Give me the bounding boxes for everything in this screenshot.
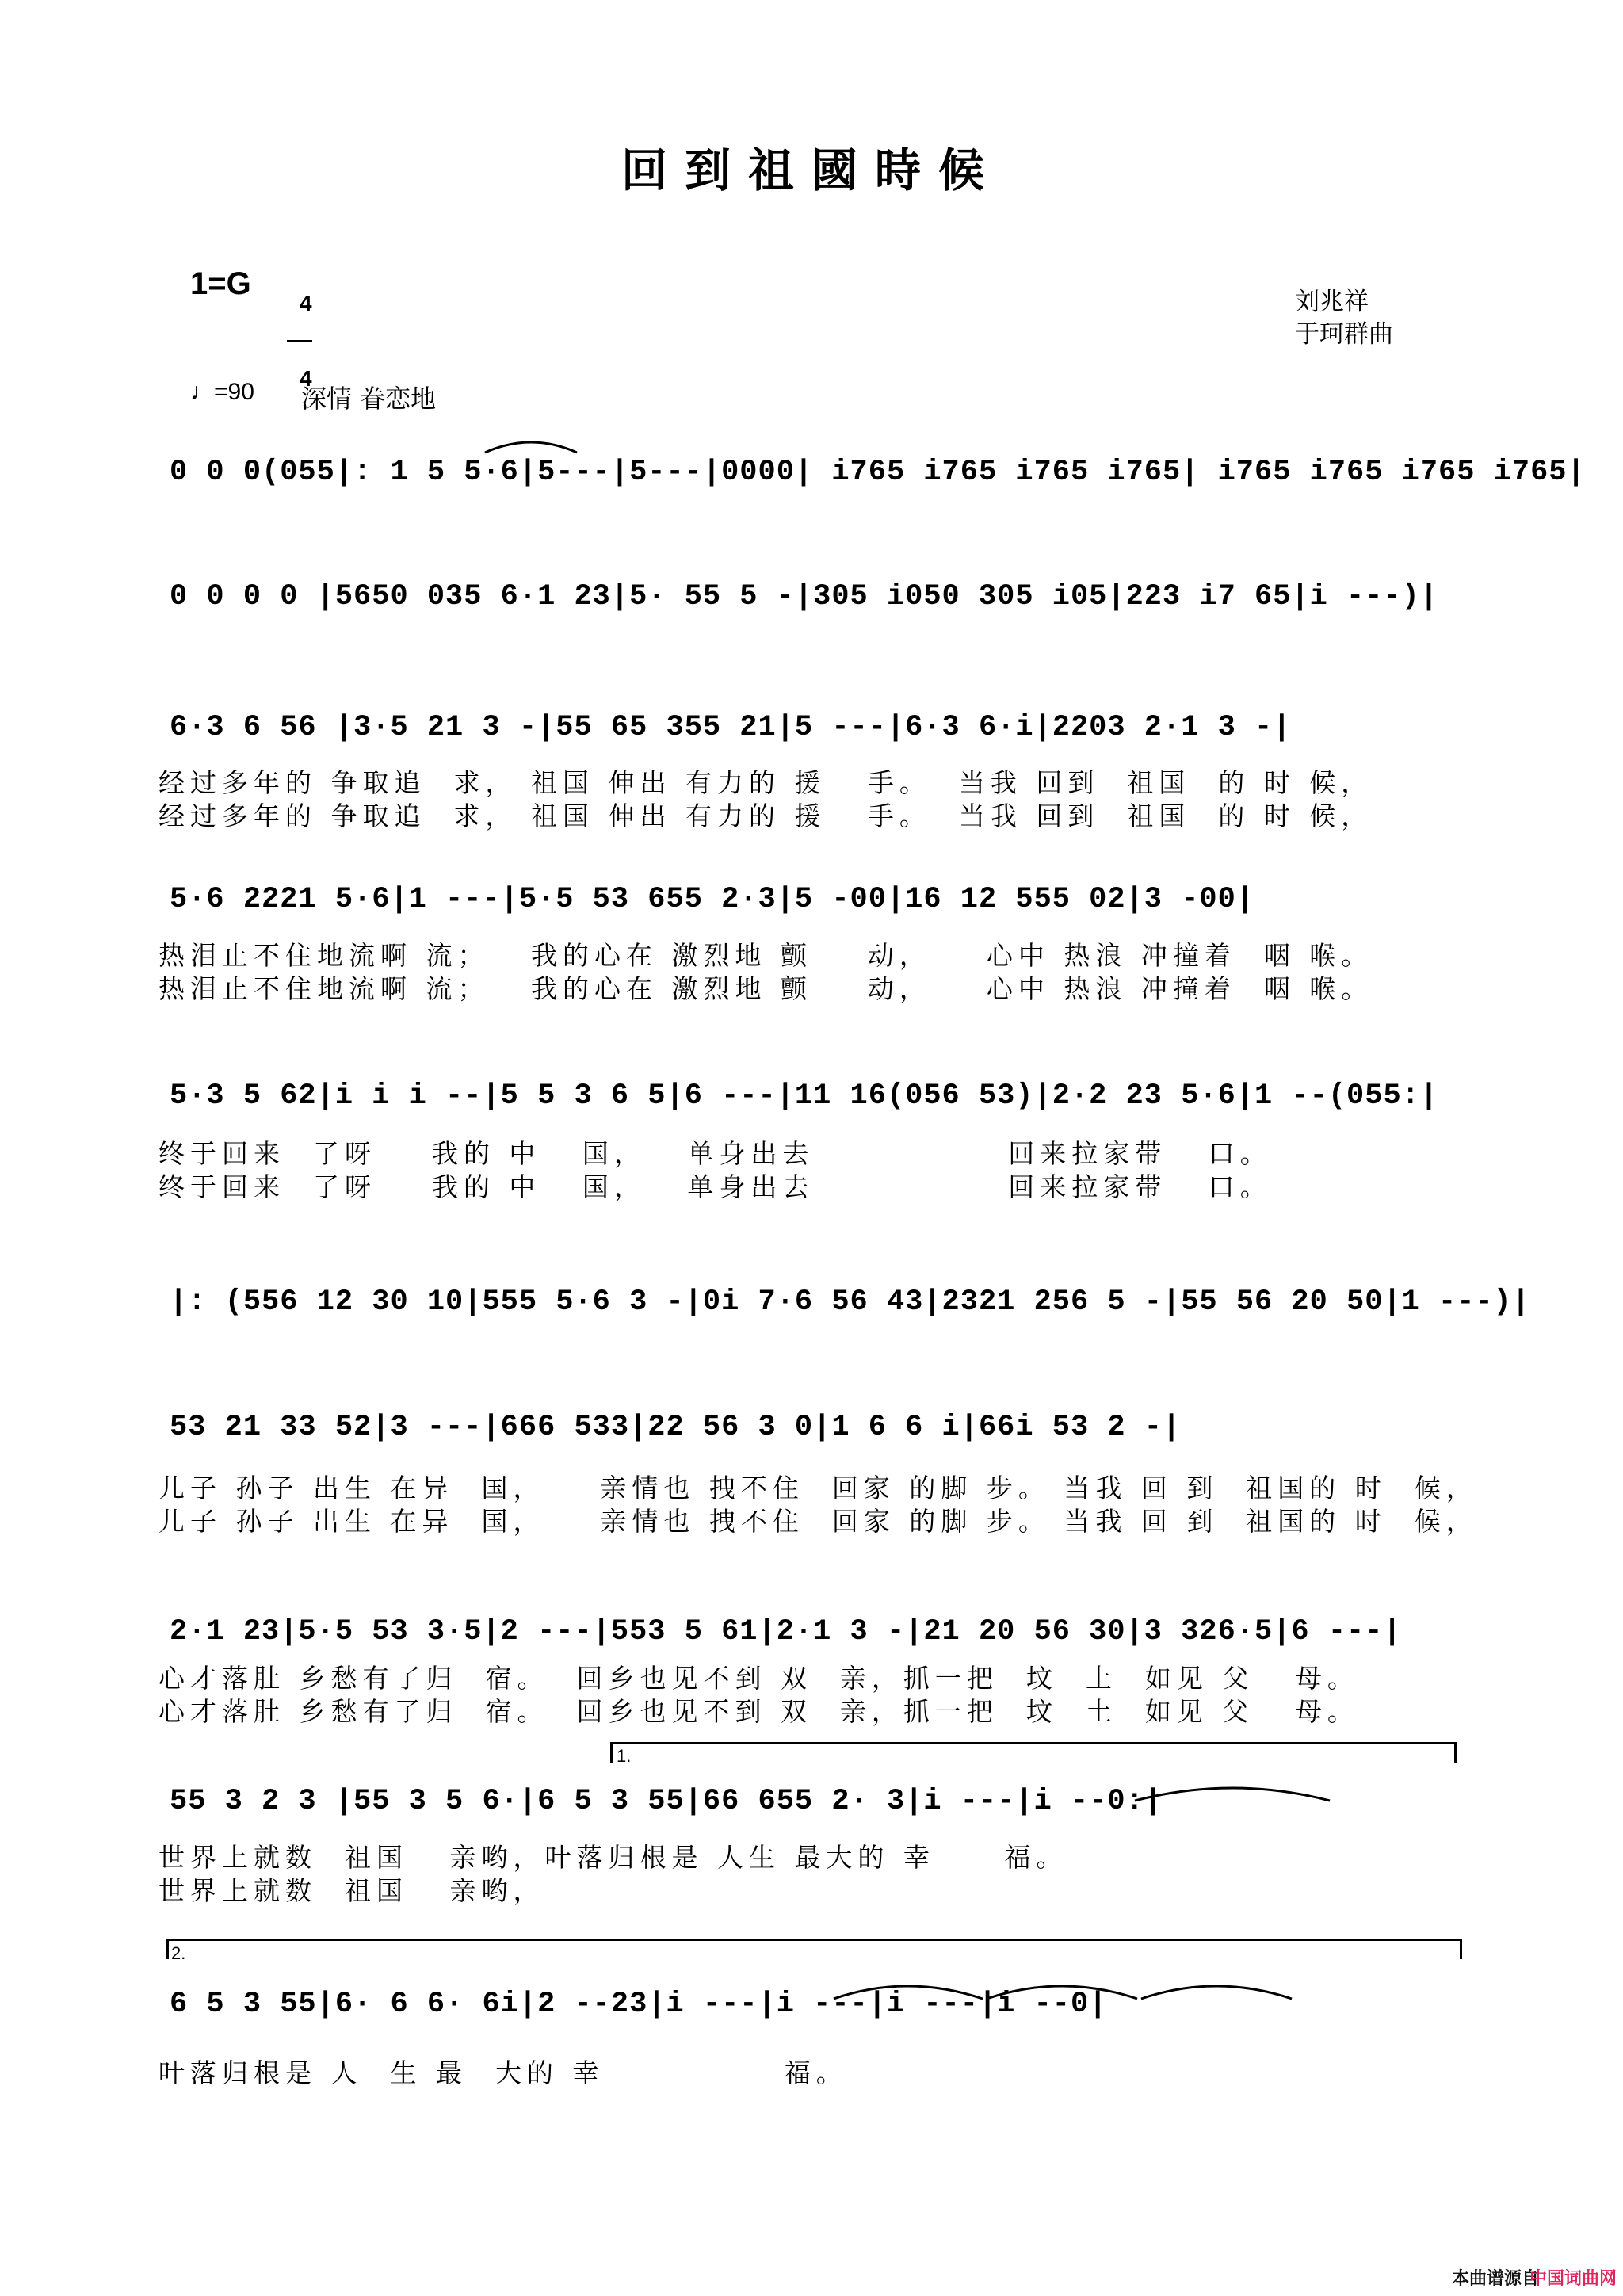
expression-marking: 深情 眷恋地 <box>301 384 437 414</box>
time-signature <box>287 268 312 391</box>
volta-2-left-hook <box>166 1939 169 1959</box>
volta-1-left-hook <box>610 1742 613 1763</box>
time-signature-bottom: 4 <box>299 366 312 391</box>
volta-1-bracket <box>610 1742 1457 1744</box>
lyric-line-8b: 心才落肚 乡愁有了归 宿。 回乡也见不到 双 亲，抓一把 坟 土 如见 父 母。 <box>158 1696 1359 1727</box>
tie-arc <box>1585 2013 1593 2021</box>
volta-1-label: 1. <box>617 1746 632 1766</box>
volta-2-right-hook <box>1460 1939 1462 1959</box>
lyric-line-5a: 终于回来 了呀 我的 中 国， 单身出去 回来拉家带 口。 <box>158 1138 1272 1169</box>
lyric-line-8a: 心才落肚 乡愁有了归 宿。 回乡也见不到 双 亲，抓一把 坟 土 如见 父 母。 <box>158 1663 1359 1694</box>
volta-1-right-hook <box>1454 1742 1457 1763</box>
key-signature: 1=G <box>190 266 251 301</box>
notation-line-5: 5·3 5 62|i i i --|5 5 3 6 5|6 ---|11 16(056 53)|2·2 23 5·6|1 --(055:| <box>170 1079 1439 1113</box>
lyric-line-9b: 世界上就数 祖国 亲哟， <box>158 1875 545 1906</box>
composer-credit: 于珂群曲 <box>1295 320 1393 349</box>
volta-2-label: 2. <box>171 1943 186 1963</box>
lyric-line-7b: 儿子 孙子 出生 在异 国， 亲情也 拽不住 回家 的脚 步。 当我 回 到 祖国的 时 候， <box>158 1506 1478 1537</box>
lyric-line-3b: 经过多年的 争取追 求， 祖国 伸出 有力的 援 手。 当我 回到 祖国 的 时 候， <box>158 800 1373 831</box>
notation-line-8: 2·1 23|5·5 53 3·5|2 ---|553 5 61|2·1 3 -|21 20 56 30|3 326·5|6 ---| <box>170 1615 1402 1648</box>
lyric-line-3a: 经过多年的 争取追 求， 祖国 伸出 有力的 援 手。 当我 回到 祖国 的 时 候， <box>158 767 1373 798</box>
tie-arc <box>832 1973 1450 2002</box>
lyric-line-4a: 热泪止不住地流啊 流； 我的心在 激烈地 颤 动， 心中 热浪 冲撞着 咽 喉。 <box>158 940 1373 971</box>
volta-2-bracket <box>166 1939 1462 1941</box>
tie-arc <box>1133 1775 1331 1804</box>
lyricist-credit: 刘兆祥 <box>1295 288 1369 316</box>
notation-line-3: 6·3 6 56 |3·5 21 3 -|55 65 355 21|5 ---|6·3 6·i|2203 2·1 3 -| <box>170 711 1292 744</box>
lyric-line-9a: 世界上就数 祖国 亲哟，叶落归根是 人生 最大的 幸 福。 <box>158 1842 1068 1873</box>
footer-source: 本曲谱源自 <box>1452 2269 1540 2289</box>
notation-line-6: |: (556 12 30 10|555 5·6 3 -|0i 7·6 56 43|2321 256 5 -|55 56 20 50|1 ---)| <box>170 1286 1531 1319</box>
tie-arc <box>483 432 579 456</box>
lyric-line-7a: 儿子 孙子 出生 在异 国， 亲情也 拽不住 回家 的脚 步。 当我 回 到 祖国的 时 候， <box>158 1473 1478 1503</box>
page-title: 回到祖國時候 <box>621 143 1002 197</box>
notation-line-4: 5·6 2221 5·6|1 ---|5·5 53 655 2·3|5 -00|16 12 555 02|3 -00| <box>170 883 1255 916</box>
lyric-line-5b: 终于回来 了呀 我的 中 国， 单身出去 回来拉家带 口。 <box>158 1171 1272 1202</box>
notation-line-1: 0 0 0(055|: 1 5 5·6|5---|5---|0000| i765 i765 i765 i765| i765 i765 i765 i765| <box>170 456 1586 489</box>
lyric-line-10a: 叶落归根是 人 生 最 大的 幸 福。 <box>158 2057 848 2088</box>
notation-line-2: 0 0 0 0 |5650 035 6·1 23|5· 55 5 -|305 i050 305 i05|223 i7 65|i ---)| <box>170 580 1439 613</box>
tempo-marking: ♩=90 <box>190 379 254 405</box>
notation-line-9: 55 3 2 3 |55 3 5 6·|6 5 3 55|66 655 2· 3|i ---|i --0:| <box>170 1785 1163 1818</box>
notation-line-7: 53 21 33 52|3 ---|666 533|22 56 3 0|1 6 6 i|66i 53 2 -| <box>170 1411 1182 1444</box>
lyric-line-4b: 热泪止不住地流啊 流； 我的心在 激烈地 颤 动， 心中 热浪 冲撞着 咽 喉。 <box>158 973 1373 1004</box>
time-signature-top: 4 <box>299 291 312 315</box>
notation-line-10: 6 5 3 55|6· 6 6· 6i|2 --23|i ---|i ---|i ---|i --0| <box>170 1988 1108 2021</box>
footer-site-link[interactable]: 中国词曲网 <box>1529 2269 1617 2289</box>
